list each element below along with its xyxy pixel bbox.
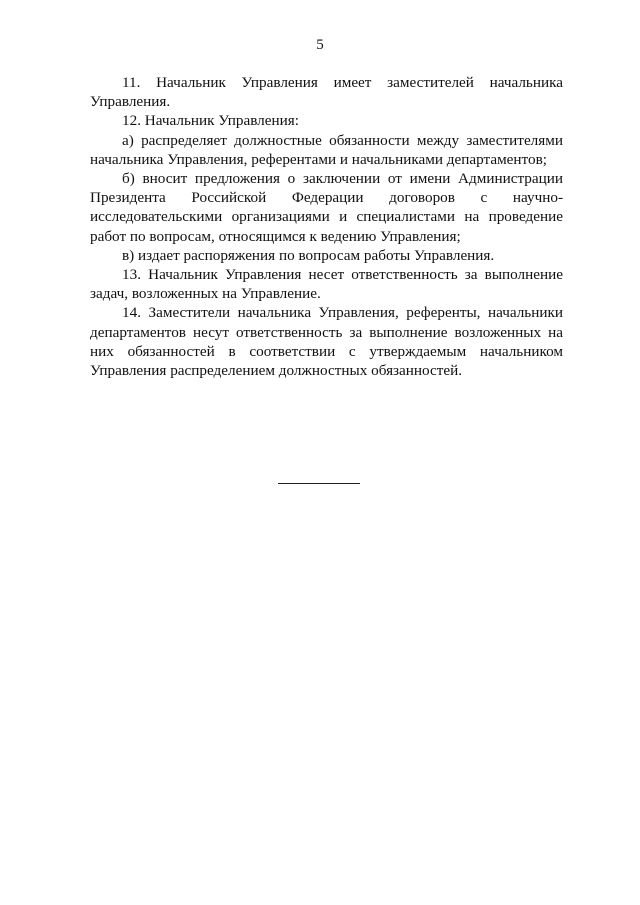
page-number: 5 (316, 37, 324, 53)
paragraph-11: 11. Начальник Управления имеет заместителей начальника Управления. (90, 74, 563, 111)
paragraph-12-v: в) издает распоряжения по вопросам работы Управления. (122, 246, 495, 264)
paragraph-13: 13. Начальник Управления несет ответственность за выполнение задач, возложенных на Управление. (90, 266, 563, 303)
end-of-document-rule (278, 483, 360, 484)
document-body (90, 73, 563, 380)
paragraph-14: 14. Заместители начальника Управления, референты, начальники департаментов несут ответственность за выполнение возложенных на них обязанностей в соответствии с утверждаемым начальником Управления распределением должностных обязанностей. (90, 304, 563, 380)
paragraph-12-a: а) распределяет должностные обязанности между заместителями начальника Управления, референтами и начальниками департаментов; (90, 131, 563, 168)
paragraph-12: 12. Начальник Управления: (122, 112, 299, 130)
paragraph-12-b: б) вносит предложения о заключении от имени Администрации Президента Российской Федерации договоров с научно-исследовательскими организациями и специалистами на проведение работ по вопросам, относящимся к ведению Управления; (90, 170, 563, 245)
